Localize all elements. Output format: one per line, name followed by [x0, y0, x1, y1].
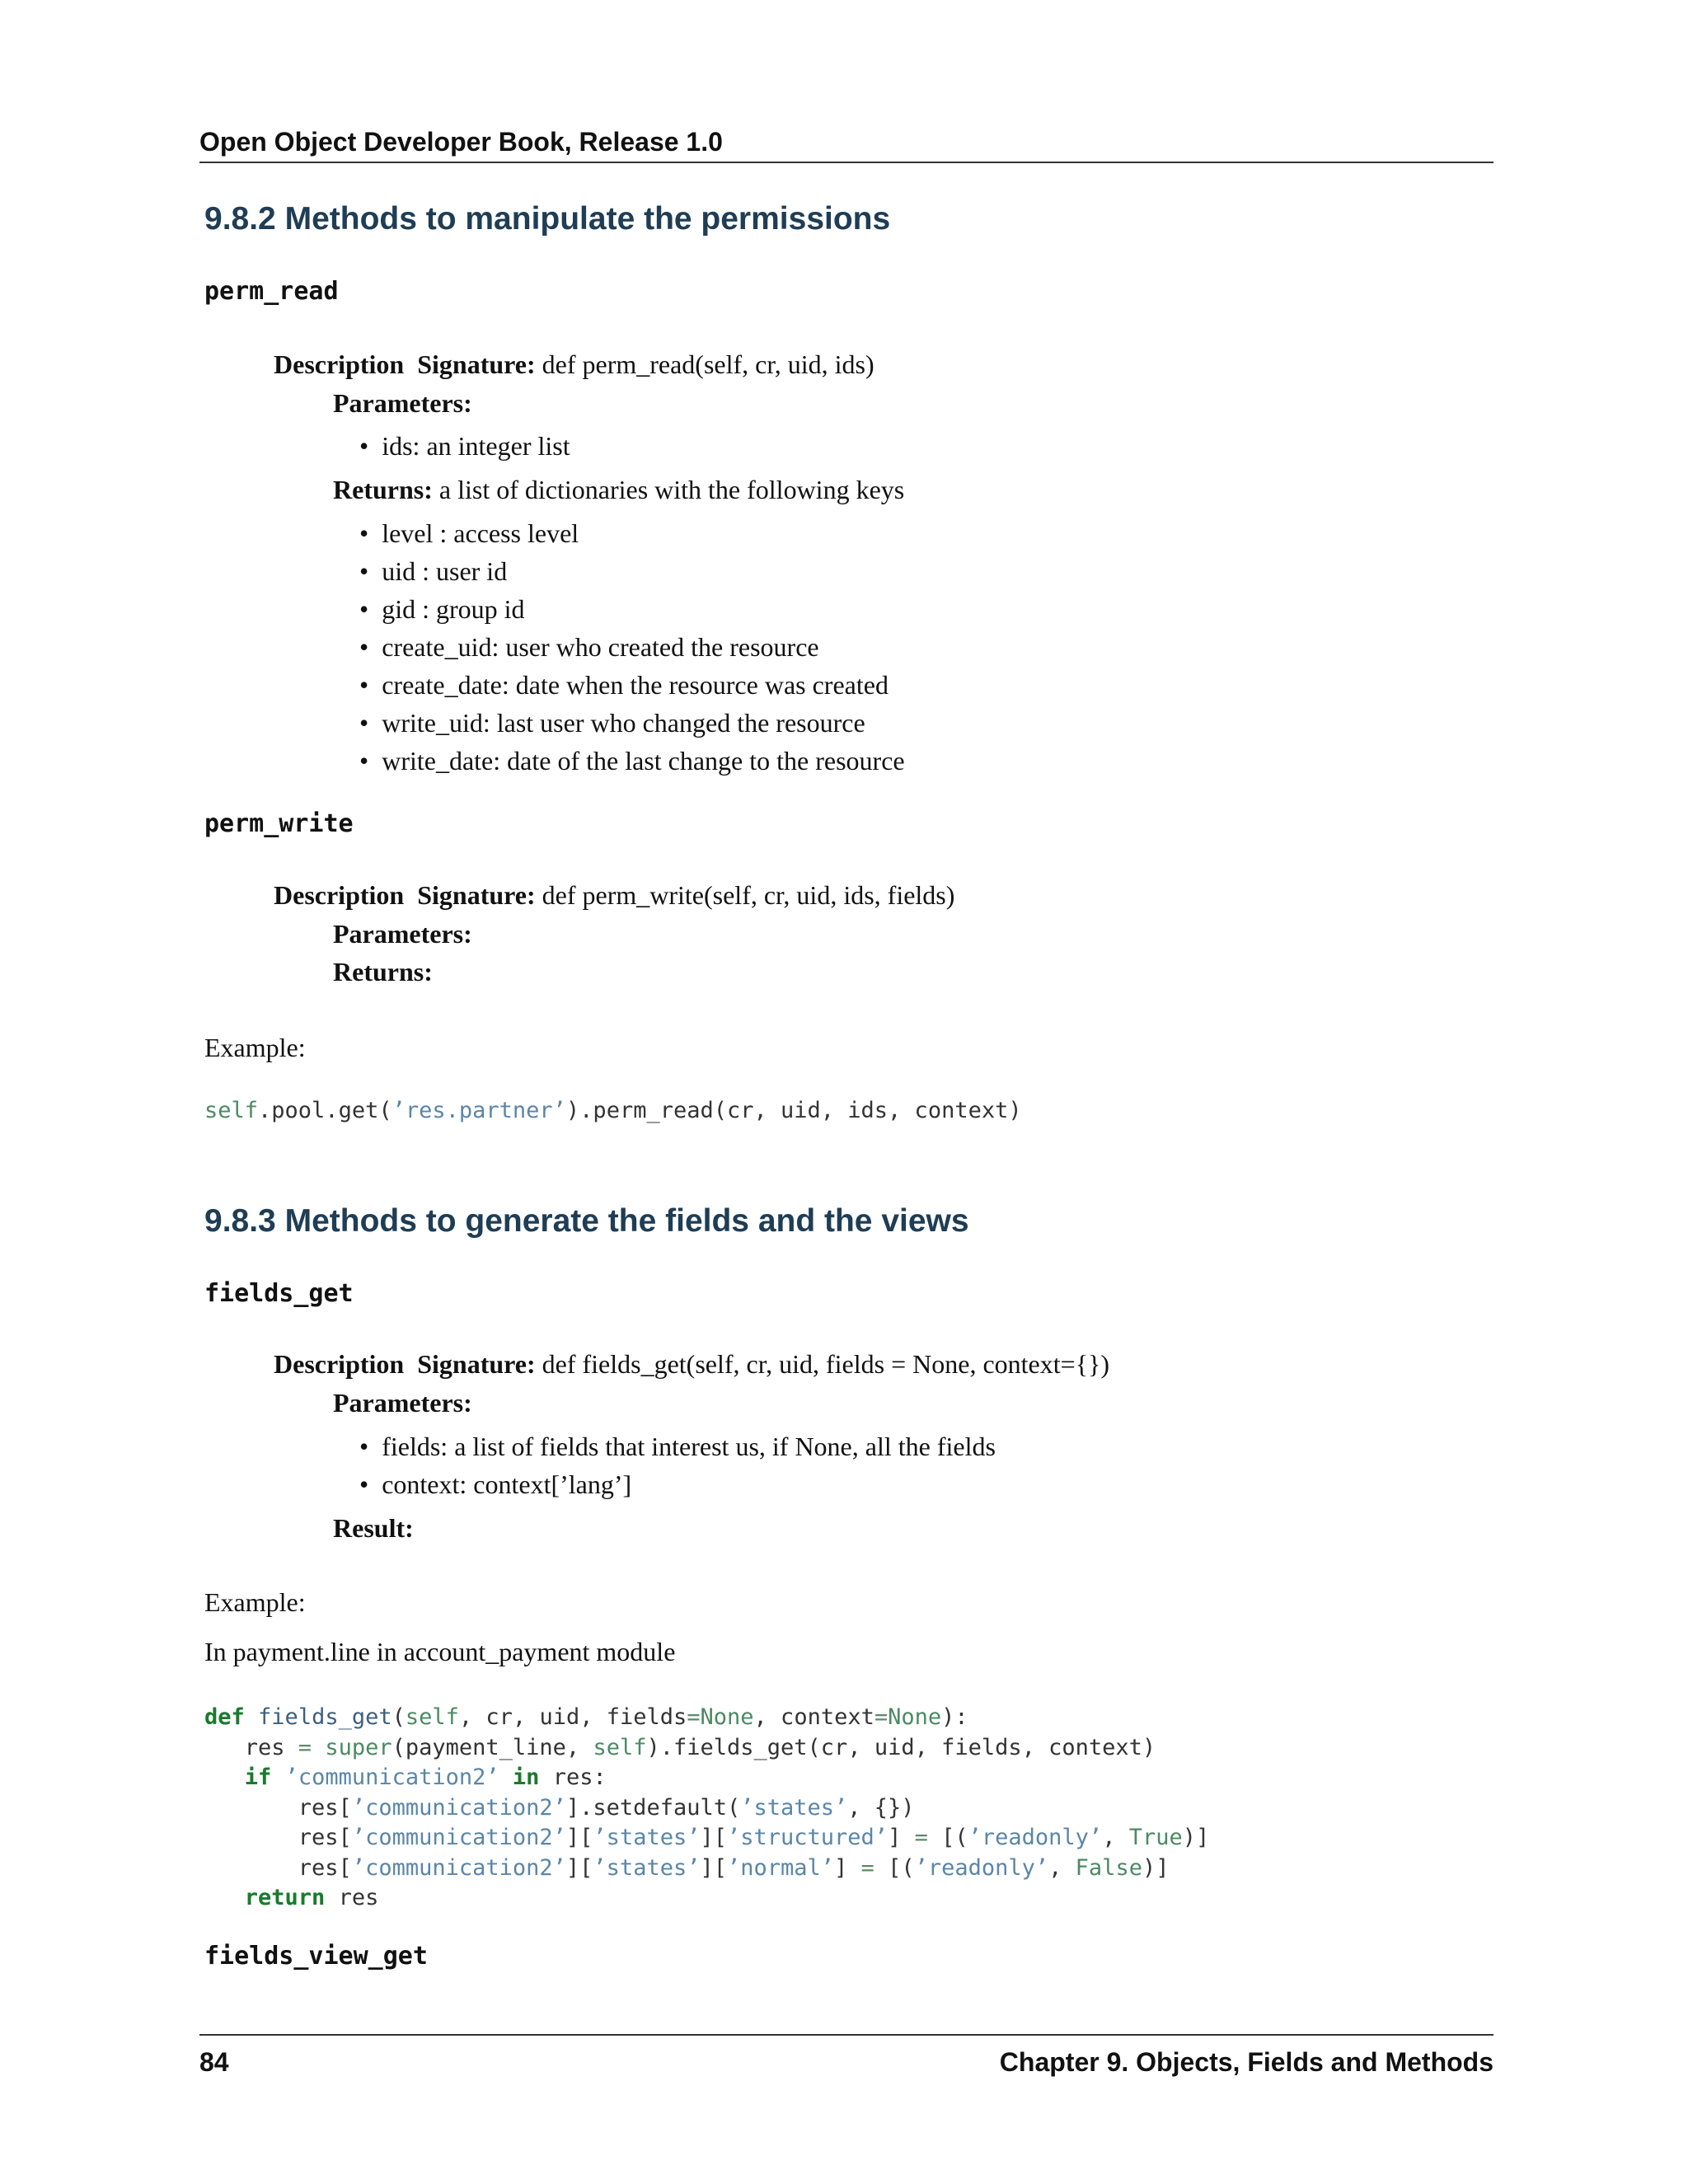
signature-label: Signature:: [417, 880, 536, 910]
footer-rule: [199, 2034, 1493, 2036]
return-key-item: • write_date: date of the last change to the resource: [359, 746, 905, 776]
param-item: • context: context[’lang’]: [359, 1469, 632, 1499]
section-title: 9.8.2 Methods to manipulate the permissions: [204, 201, 891, 237]
header-rule: [199, 162, 1493, 163]
section-title: 9.8.3 Methods to generate the fields and the views: [204, 1203, 969, 1239]
returns-line: [333, 475, 904, 505]
description-label: Description: [274, 1349, 405, 1379]
page-number: 84: [199, 2047, 229, 2077]
function-name-fields-get: fields_get: [204, 1279, 354, 1308]
parameters-label: Parameters:: [333, 388, 472, 418]
fields-get-signature-line: [274, 1349, 1109, 1380]
result-label: Result:: [333, 1513, 414, 1543]
description-label: Description: [274, 880, 405, 910]
return-key-item: • create_uid: user who created the resource: [359, 632, 819, 662]
perm-read-signature-line: [274, 349, 874, 380]
signature-text: def perm_write(self, cr, uid, ids, fields): [542, 880, 955, 910]
return-key-item: • write_uid: last user who changed the resource: [359, 708, 865, 738]
returns-label: Returns:: [333, 475, 433, 504]
example-description: In payment.line in account_payment module: [204, 1637, 676, 1666]
parameters-label: Parameters:: [333, 919, 472, 949]
chapter-title: Chapter 9. Objects, Fields and Methods: [999, 2047, 1493, 2077]
returns-label: Returns:: [333, 957, 433, 987]
signature-text: def fields_get(self, cr, uid, fields = None, context={}): [542, 1349, 1110, 1379]
perm-write-signature-line: [274, 880, 954, 911]
return-key-item: • uid : user id: [359, 556, 508, 586]
running-header: Open Object Developer Book, Release 1.0: [199, 127, 723, 157]
example-label: Example:: [204, 1033, 306, 1062]
param-item: • ids: an integer list: [359, 431, 570, 461]
function-name-perm-read: perm_read: [204, 277, 339, 306]
function-name-perm-write: perm_write: [204, 809, 354, 838]
param-item: • fields: a list of fields that interest us, if None, all the fields: [359, 1432, 996, 1461]
description-label: Description: [274, 349, 405, 379]
signature-label: Signature:: [417, 1349, 536, 1379]
function-name-fields-view-get: fields_view_get: [204, 1942, 428, 1971]
return-key-item: • level : access level: [359, 518, 579, 548]
signature-text: def perm_read(self, cr, uid, ids): [542, 349, 874, 379]
signature-label: Signature:: [417, 349, 536, 379]
code-block: def fields_get(self, cr, uid, fields=None, context=None): res = super(payment_line, self).fields_get(cr, uid, fields, context) if ’communication2’ in res: res[’communication2’].setdefault(’states’, {}) res[’communication2’][’states’][’structured’] = [(’readonly’, True)] res[’communication2’][’states’][’normal’] = [(’readonly’, False)] return res: [204, 1704, 1210, 1910]
return-key-item: • gid : group id: [359, 594, 525, 624]
return-key-item: • create_date: date when the resource was created: [359, 670, 889, 700]
code-block: self.pool.get(’res.partner’).perm_read(cr, uid, ids, context): [204, 1098, 1022, 1123]
parameters-label: Parameters:: [333, 1388, 472, 1418]
returns-text: a list of dictionaries with the following keys: [438, 475, 905, 504]
example-label: Example:: [204, 1587, 306, 1617]
